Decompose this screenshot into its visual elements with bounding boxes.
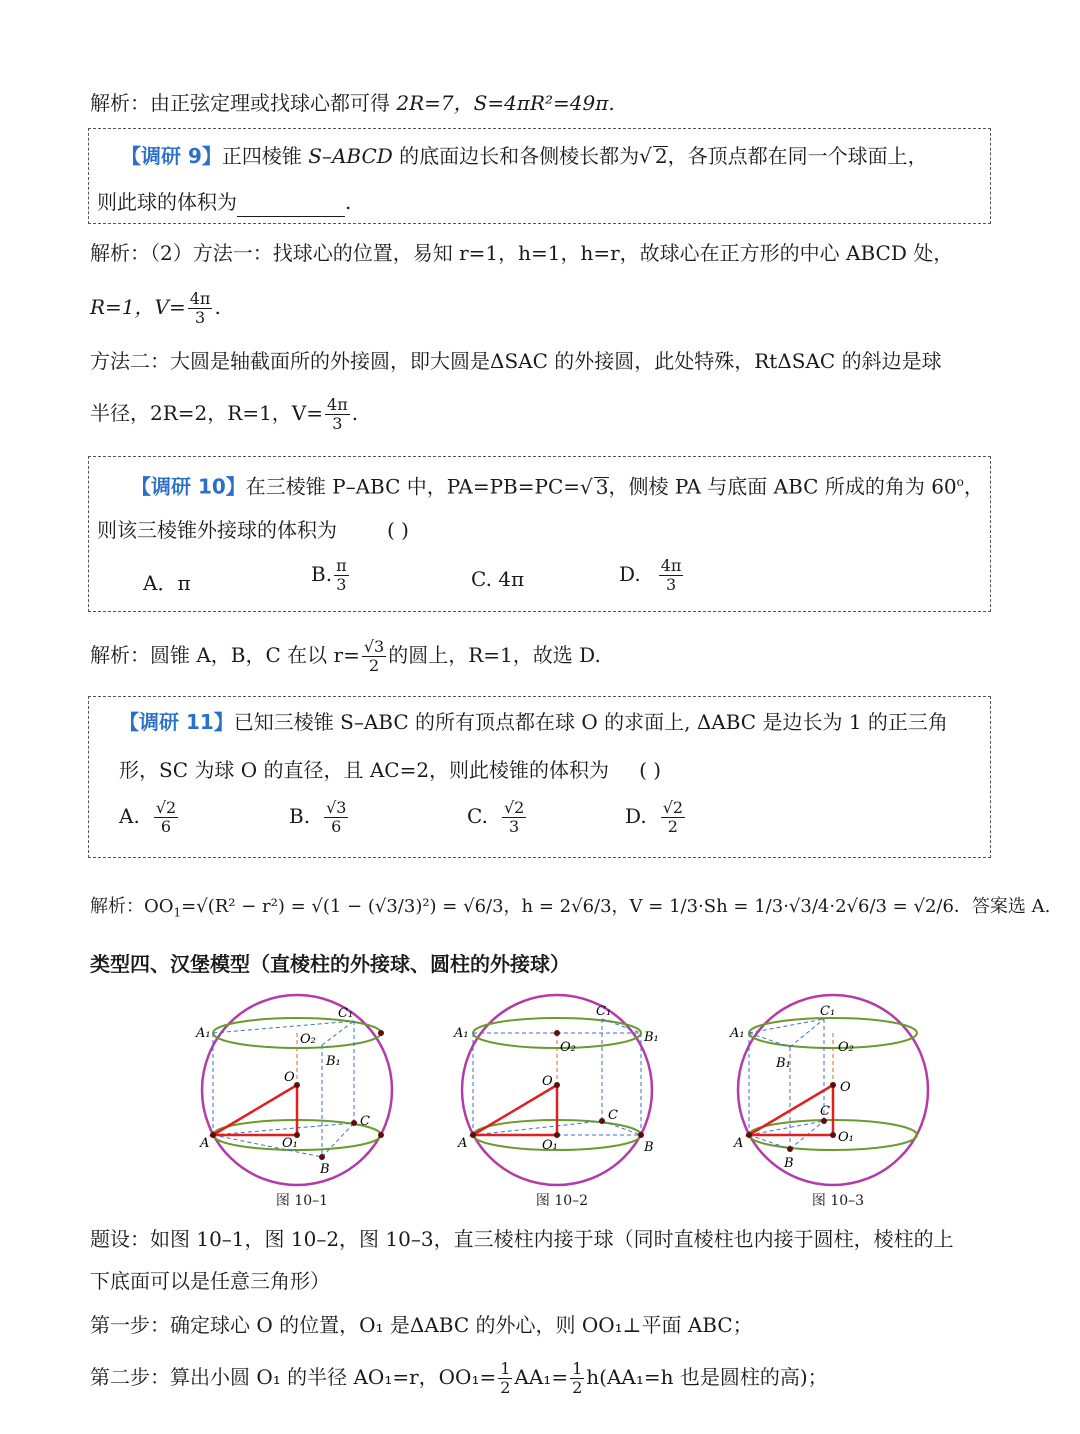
point-o1 xyxy=(830,1132,836,1138)
q9-text-a: 正四棱锥 xyxy=(221,144,309,168)
analysis-9-line-2 xyxy=(90,290,221,327)
setup-line-1: 题设：如图 10–1，图 10–2，图 10–3，直三棱柱内接于球（同时直棱柱也内接于圆柱，棱柱的上 xyxy=(90,1227,954,1251)
q10-text-c: ， xyxy=(963,474,984,499)
q11-optB-frac xyxy=(324,799,348,836)
q10-optD-frac xyxy=(659,557,684,594)
q10-optB-num: π xyxy=(336,556,347,575)
a9-fraction-2 xyxy=(325,396,350,433)
top-edge-3 xyxy=(790,1019,824,1047)
label-b1: B₁ xyxy=(644,1030,659,1045)
q11-optB-den: 6 xyxy=(331,817,342,836)
q11-optC-num: √2 xyxy=(503,798,525,817)
point-c xyxy=(599,1118,605,1124)
q9-text-c: 的底面边长和各侧棱长都为 xyxy=(392,144,640,168)
label-o: O xyxy=(542,1074,553,1089)
point-c xyxy=(351,1120,357,1126)
q9-text-b: S–ABCD xyxy=(308,144,393,168)
point-o2 xyxy=(554,1030,560,1036)
q11-optD-frac xyxy=(661,799,685,836)
q11-optC-den: 3 xyxy=(509,817,520,836)
q10-optD-label: D. xyxy=(619,562,641,586)
q9-sqrt: 2 xyxy=(654,144,668,168)
q11-option-a[interactable] xyxy=(119,799,180,836)
top-edge-2 xyxy=(322,1021,354,1045)
label-c: C xyxy=(360,1114,370,1129)
a11-sub: 1 xyxy=(173,905,182,920)
q11-optA-den: 6 xyxy=(160,817,172,836)
q11-optB-num: √3 xyxy=(326,798,347,817)
figure-10-1-caption: 图 10–1 xyxy=(275,1193,329,1209)
q11-optD-label: D. xyxy=(625,804,647,828)
q11-line-2 xyxy=(119,755,661,785)
point-b xyxy=(787,1146,793,1152)
a9-frac2-den: 3 xyxy=(332,414,343,433)
label-a: A xyxy=(734,1136,744,1151)
step-2-frac1-num: 1 xyxy=(500,1359,511,1378)
analysis-10 xyxy=(90,638,601,675)
bottom-edge-1 xyxy=(749,1135,790,1149)
a10-frac xyxy=(362,638,386,675)
red-triangle xyxy=(213,1085,297,1135)
step-2-frac-1 xyxy=(498,1360,512,1397)
figure-10-3 xyxy=(728,985,948,1220)
q10-optB-den: 3 xyxy=(336,575,347,594)
figure-10-2 xyxy=(452,985,672,1220)
q9-line-1 xyxy=(121,141,928,171)
q10-paren: ( ) xyxy=(387,518,409,542)
a10-den: 2 xyxy=(368,656,380,675)
point-a xyxy=(470,1132,476,1138)
q9-text-e: 则此球的体积为 xyxy=(97,190,237,214)
step-1: 第一步：确定球心 O 的位置，O₁ 是ΔABC 的外心，则 OO₁⊥平面 ABC； xyxy=(90,1313,753,1337)
q11-text-b: 形，SC 为球 O 的直径，且 AC=2，则此棱锥的体积为 xyxy=(119,758,610,782)
q10-optD-den: 3 xyxy=(665,575,677,594)
q10-tag: 【调研 10】 xyxy=(131,474,246,499)
analysis-11 xyxy=(90,892,1050,928)
q10-optD-num: 4π xyxy=(660,556,682,575)
label-b: B xyxy=(784,1156,794,1171)
label-o: O xyxy=(840,1080,851,1095)
a11-prefix: 解析：OO xyxy=(90,896,174,917)
q11-option-b[interactable] xyxy=(289,799,350,836)
label-c1: C₁ xyxy=(820,1004,836,1019)
q9-line-2 xyxy=(97,187,351,217)
step-2-text-a: 第二步：算出小圆 O₁ 的半径 AO₁=r，OO₁= xyxy=(90,1365,497,1389)
step-2-frac2-num: 1 xyxy=(572,1359,583,1378)
point-a xyxy=(746,1132,752,1138)
label-o: O xyxy=(284,1070,295,1085)
label-o1: O₁ xyxy=(838,1130,854,1145)
q10-option-b[interactable] xyxy=(311,557,351,594)
q10-line-1 xyxy=(131,467,984,502)
label-c1: C₁ xyxy=(338,1006,354,1021)
bottom-edge-1 xyxy=(213,1135,322,1157)
q10-degree: o xyxy=(956,475,964,489)
a9-period: . xyxy=(214,295,221,319)
q11-tag: 【调研 11】 xyxy=(119,710,234,734)
a9-frac-num: 4π xyxy=(189,289,211,308)
setup-line-2: 下底面可以是任意三角形） xyxy=(90,1269,330,1293)
point-b xyxy=(319,1154,325,1160)
a11-equation: =√(R² − r²) = √(1 − (√3/3)²) = √6/3，h = 2√6/3，V = 1/3·Sh = 1/3·√3/4·2√6/3 = √2/6．答案选 A. xyxy=(181,896,1051,917)
a10-num: √3 xyxy=(363,637,385,656)
a9-frac-den: 3 xyxy=(195,308,206,327)
analysis-9-line-4 xyxy=(90,396,358,433)
q10-text-a: 在三棱锥 P–ABC 中，PA=PB=PC= xyxy=(245,474,581,499)
label-a: A xyxy=(200,1136,210,1151)
q11-optD-den: 2 xyxy=(667,817,678,836)
q9-text-d: ，各顶点都在同一个球面上， xyxy=(667,144,928,168)
q10-option-a[interactable]: A．π xyxy=(143,571,191,595)
q9-sqrt-symbol xyxy=(639,144,652,168)
q10-text-b: ，侧棱 PA 与底面 ABC 所成的角为 60 xyxy=(608,474,957,499)
q10-optB-label: B. xyxy=(311,562,333,586)
q11-optC-label: C. xyxy=(467,804,488,828)
q11-optA-frac xyxy=(154,799,178,836)
label-c: C xyxy=(820,1104,830,1119)
analysis-line-1 xyxy=(90,88,615,118)
analysis-9-line-3: 方法二：大圆是轴截面所的外接圆，即大圆是ΔSAC 的外接圆，此处特殊，RtΔSAC 的斜边是球 xyxy=(90,349,942,373)
a10-text-a: 解析：圆锥 A，B，C 在以 r= xyxy=(90,643,360,667)
label-b: B xyxy=(320,1162,330,1177)
label-o2: O₂ xyxy=(300,1032,316,1047)
label-b1: B₁ xyxy=(776,1056,791,1071)
a9-period-2: . xyxy=(351,401,359,425)
q11-option-c[interactable] xyxy=(467,799,528,836)
q10-text-d: 则该三棱锥外接球的体积为 xyxy=(97,518,337,542)
point-o xyxy=(294,1082,300,1088)
figure-10-2-caption: 图 10–2 xyxy=(535,1193,589,1209)
label-a: A xyxy=(458,1136,468,1151)
step-2-text-c: h(AA₁=h 也是圆柱的高)； xyxy=(586,1365,828,1389)
q11-optB-label: B. xyxy=(289,804,311,828)
q11-optD-num: √2 xyxy=(662,798,684,817)
label-a1: A₁ xyxy=(730,1026,745,1041)
label-o1: O₁ xyxy=(542,1138,558,1153)
point-right-bottom xyxy=(378,1132,384,1138)
label-a1: A₁ xyxy=(196,1026,211,1041)
q11-option-d[interactable] xyxy=(625,799,687,836)
a9-l4-text: 半径，2R=2，R=1，V= xyxy=(90,401,324,425)
step-2 xyxy=(90,1360,828,1397)
q10-optB-frac xyxy=(334,557,349,594)
q10-sqrt-symbol xyxy=(580,475,593,499)
point-right-top xyxy=(378,1030,384,1036)
step-2-frac-2 xyxy=(570,1360,584,1397)
a9-fraction xyxy=(188,290,213,327)
label-a1: A₁ xyxy=(454,1026,469,1041)
label-o1: O₁ xyxy=(282,1136,298,1151)
point-b xyxy=(638,1132,644,1138)
q9-tag: 【调研 9】 xyxy=(121,144,222,168)
point-a xyxy=(210,1132,216,1138)
figure-10-1 xyxy=(192,985,412,1220)
label-o2: O₂ xyxy=(838,1040,854,1055)
q11-optC-frac xyxy=(502,799,526,836)
q9-end: . xyxy=(345,190,352,214)
step-2-text-b: AA₁= xyxy=(514,1365,569,1389)
section-heading: 类型四、汉堡模型（直棱柱的外接球、圆柱的外接球） xyxy=(90,952,570,976)
a10-text-b: 的圆上，R=1，故选 D. xyxy=(388,643,601,667)
step-2-frac1-den: 2 xyxy=(500,1378,511,1397)
point-o xyxy=(830,1082,836,1088)
figure-10-3-caption: 图 10–3 xyxy=(811,1193,865,1209)
analysis-9-line-1: 解析：（2）方法一：找球心的位置，易知 r=1，h=1，h=r，故球心在正方形的中心 ABCD 处， xyxy=(90,241,954,265)
q10-line-2 xyxy=(97,515,409,545)
a9-l2-text: R=1，V= xyxy=(90,295,186,319)
a9-frac2-num: 4π xyxy=(327,395,348,414)
q11-optA-num: √2 xyxy=(155,798,177,817)
label-o2: O₂ xyxy=(560,1040,576,1055)
label-c1: C₁ xyxy=(596,1004,612,1019)
q10-option-c[interactable]: C. 4π xyxy=(471,567,525,591)
q11-line-1 xyxy=(119,707,948,737)
q10-option-d[interactable] xyxy=(619,557,685,594)
label-c: C xyxy=(608,1108,618,1123)
answer-blank[interactable] xyxy=(237,194,345,217)
step-2-frac2-den: 2 xyxy=(572,1378,583,1397)
question-9-box xyxy=(88,128,991,224)
q11-paren: ( ) xyxy=(639,758,662,782)
question-10-box xyxy=(88,456,991,612)
point-o xyxy=(554,1082,560,1088)
label-b1: B₁ xyxy=(326,1054,341,1069)
q11-text-a: 已知三棱锥 S–ABC 的所有顶点都在球 O 的求面上, ΔABC 是边长为 1 的正三角 xyxy=(233,710,948,734)
question-11-box xyxy=(88,696,991,858)
analysis-1-math: 2R=7，S=4πR²=49π. xyxy=(396,91,615,115)
label-b: B xyxy=(644,1140,654,1155)
q10-sqrt: 3 xyxy=(595,474,609,499)
q11-optA-label: A. xyxy=(119,804,140,828)
analysis-1-prefix: 解析：由正弦定理或找球心都可得 xyxy=(90,91,397,115)
bottom-edge-2 xyxy=(322,1123,354,1157)
